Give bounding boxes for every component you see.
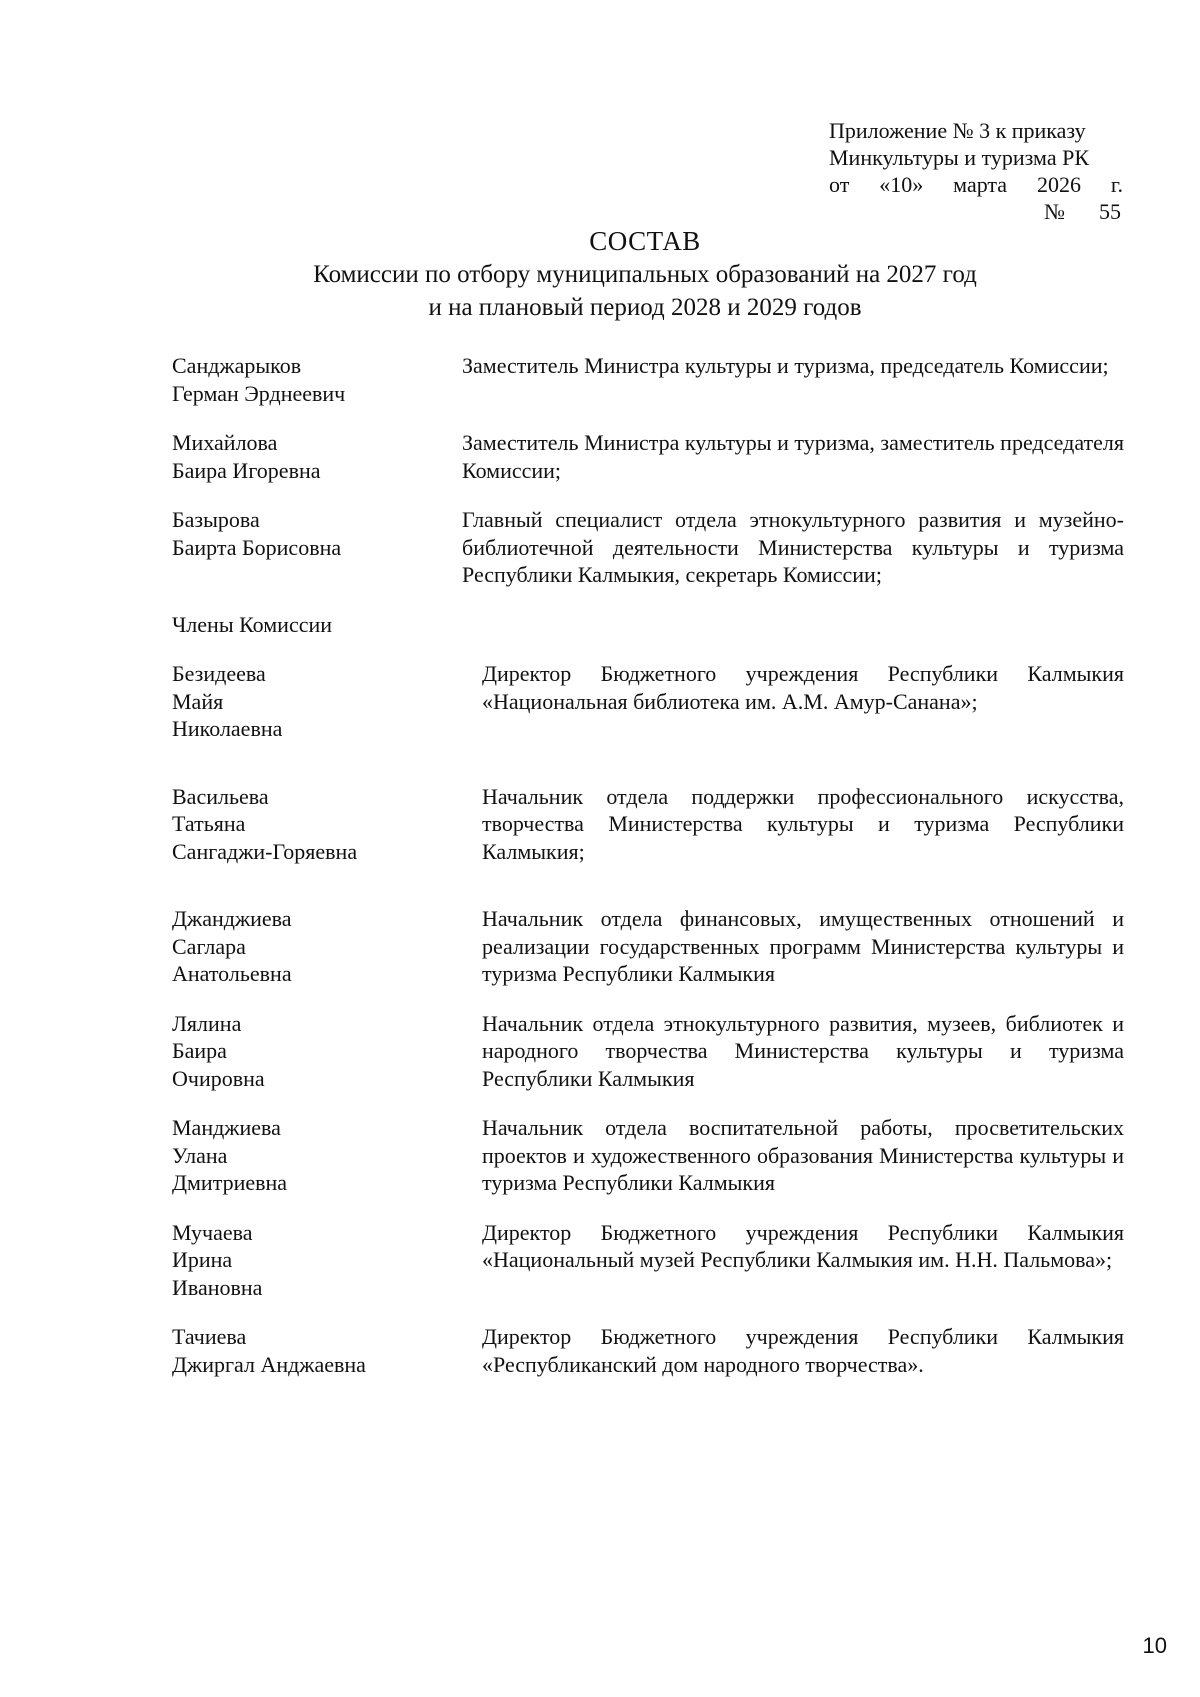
person-role: Директор Бюджетного учреждения Республики Калмыкия «Национальный музей Республики Калмыкия им. Н.Н. Пальмова»; — [482, 1219, 1124, 1272]
member-row — [172, 1010, 1124, 1093]
annex-date-prefix: от — [829, 172, 850, 197]
person-patronymic: Дмитриевна — [172, 1170, 288, 1195]
person-surname: Джанджиева — [172, 906, 292, 931]
person-name — [172, 352, 462, 407]
person-patronymic: Анатольевна — [172, 961, 292, 986]
member-row — [172, 1114, 1124, 1197]
person-role: Начальник отдела воспитательной работы, просветительских проектов и художественного образования Министерства культуры и туризма Республики Калмыкия — [482, 1115, 1124, 1195]
annex-date-month: марта — [953, 172, 1008, 197]
person-name — [172, 1114, 462, 1197]
annex-date-suffix: г. — [1110, 172, 1123, 197]
person-name — [172, 1010, 462, 1093]
annex-date — [829, 171, 1123, 198]
annex-date-day: «10» — [879, 172, 924, 197]
person-role: Директор Бюджетного учреждения Республики Калмыкия «Республиканский дом народного творчества». — [482, 1324, 1124, 1377]
leadership-row — [172, 429, 1124, 484]
person-first-name: Улана — [172, 1142, 228, 1168]
person-given-names: Баирта Борисовна — [172, 534, 342, 560]
member-row — [172, 660, 1124, 743]
title-main: СОСТАВ — [589, 226, 701, 256]
commission-list — [172, 352, 1124, 1378]
person-name — [172, 783, 462, 866]
person-surname: Мучаева — [172, 1219, 253, 1245]
person-role: Начальник отдела этнокультурного развития, музеев, библиотек и народного творчества Министерства культуры и туризма Республики Калмыкия — [482, 1010, 1124, 1091]
person-first-name: Саглара — [172, 933, 246, 959]
page-number: 10 — [1142, 1633, 1167, 1658]
person-first-name: Майя — [172, 688, 224, 714]
person-name — [172, 429, 462, 484]
leadership-row — [172, 506, 1124, 589]
person-role: Директор Бюджетного учреждения Республики Калмыкия «Национальная библиотека им. А.М. Амур-Санана»; — [482, 661, 1124, 714]
annex-number-value: 55 — [1099, 199, 1121, 224]
member-row — [172, 1323, 1124, 1378]
member-row — [172, 783, 1124, 866]
person-name — [172, 1323, 462, 1378]
title-subtitle-line-2: и на плановый период 2028 и 2029 годов — [428, 294, 862, 321]
person-first-name: Баира — [172, 1038, 227, 1063]
members-section-label: Члены Комиссии — [172, 611, 333, 637]
person-name — [172, 1219, 462, 1302]
person-name — [172, 660, 462, 743]
person-surname: Васильева — [172, 783, 269, 809]
person-name — [172, 905, 462, 988]
document-title — [0, 224, 1200, 324]
person-patronymic: Николаевна — [172, 716, 283, 741]
annex-line-1: Приложение № 3 к приказу — [829, 118, 1086, 143]
person-surname: Лялина — [172, 1010, 242, 1036]
person-role: Заместитель Министра культуры и туризма, заместитель председателя Комиссии; — [462, 430, 1124, 483]
annex-date-year: 2026 — [1037, 172, 1081, 197]
person-first-name: Ирина — [172, 1247, 233, 1272]
person-surname: Манджиева — [172, 1115, 281, 1140]
annex-header — [829, 117, 1123, 225]
person-role: Заместитель Министра культуры и туризма, председатель Комиссии; — [462, 353, 1109, 378]
person-name — [172, 506, 462, 561]
annex-number — [829, 198, 1123, 225]
person-given-names: Джиргал Анджаевна — [172, 1351, 366, 1377]
person-surname: Санджарыков — [172, 353, 302, 378]
leadership-row — [172, 352, 1124, 407]
person-role: Начальник отдела финансовых, имущественных отношений и реализации государственных программ Министерства культуры и туризма Республики Калмыкия — [482, 906, 1124, 986]
person-surname: Безидеева — [172, 661, 266, 686]
person-first-name: Татьяна — [172, 811, 246, 836]
person-patronymic: Ивановна — [172, 1274, 263, 1300]
person-given-names: Баира Игоревна — [172, 457, 321, 483]
person-given-names: Герман Эрднеевич — [172, 380, 346, 406]
person-patronymic: Очировна — [172, 1065, 265, 1091]
person-surname: Тачиева — [172, 1324, 247, 1349]
annex-line-2: Минкультуры и туризма РК — [829, 145, 1089, 170]
member-row — [172, 905, 1124, 988]
person-role: Главный специалист отдела этнокультурного развития и музейно-библиотечной деятельности Министерства культуры и туризма Республики Калмыкия, секретарь Комиссии; — [462, 507, 1124, 587]
person-surname: Базырова — [172, 507, 260, 532]
annex-number-label: № — [1044, 199, 1065, 224]
person-surname: Михайлова — [172, 430, 278, 455]
person-role: Начальник отдела поддержки профессионального искусства, творчества Министерства культуры и туризма Республики Калмыкия; — [482, 783, 1124, 864]
person-patronymic: Сангаджи-Горяевна — [172, 838, 358, 864]
title-subtitle-line-1: Комиссии по отбору муниципальных образований на 2027 год — [313, 261, 977, 288]
member-row — [172, 1219, 1124, 1302]
